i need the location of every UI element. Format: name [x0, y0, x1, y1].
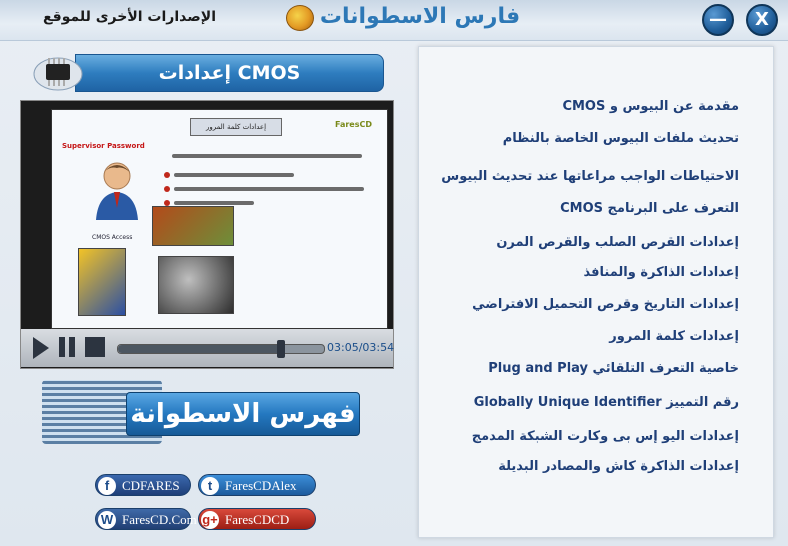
facebook-label: CDFARES [122, 478, 180, 493]
player-controls [21, 329, 393, 367]
topic-item[interactable]: إعدادات الذاكرة كاش والمصادر البديلة [498, 459, 739, 474]
googleplus-button[interactable] [198, 508, 316, 530]
bullet-icon [164, 186, 170, 192]
video-player[interactable] [20, 100, 394, 369]
topic-item[interactable]: خاصية التعرف التلقائي Plug and Play [488, 361, 739, 376]
googleplus-label: FaresCDCD [225, 512, 290, 527]
facebook-icon: f [98, 477, 116, 495]
wordpress-icon: W [98, 511, 116, 529]
seek-handle[interactable] [277, 340, 285, 358]
disc-index-label: فهرس الاسطوانة [126, 392, 360, 436]
title-bar [0, 0, 788, 41]
topic-item[interactable]: إعدادات القرص الصلب والقرص المرن [496, 235, 739, 250]
video-frame[interactable] [51, 109, 388, 329]
video-brand: FaresCD [334, 120, 372, 129]
video-text-line [174, 187, 364, 191]
person-caption: CMOS Access [92, 234, 133, 241]
section-title: إعدادات CMOS [75, 54, 384, 92]
twitter-icon: t [201, 477, 219, 495]
motherboard-image [152, 206, 234, 246]
other-releases-link[interactable]: الإصدارات الأخرى للموقع [42, 9, 216, 25]
app-title: فارس الاسطوانات [319, 4, 521, 29]
minimize-button[interactable]: — [702, 4, 734, 36]
topic-item[interactable]: إعدادات اليو إس بى وكارت الشبكة المدمج [471, 429, 739, 444]
close-button[interactable]: X [746, 4, 778, 36]
play-button[interactable] [33, 337, 49, 359]
video-text-line [174, 173, 294, 177]
video-subtitle: Supervisor Password [62, 142, 145, 150]
cd-cover-image [78, 248, 126, 316]
video-slide-title: إعدادات كلمة المرور [190, 118, 282, 136]
website-button[interactable] [95, 508, 197, 530]
video-slide-header [60, 118, 380, 138]
website-label: FaresCD.Com [122, 512, 197, 527]
topic-list [418, 46, 774, 538]
pause-button[interactable] [59, 337, 77, 357]
hardware-photo [158, 256, 234, 314]
person-icon [92, 160, 142, 230]
topic-item[interactable]: مقدمة عن البيوس و CMOS [562, 99, 739, 114]
video-text-line [172, 154, 362, 158]
topic-item[interactable]: إعدادات الذاكرة والمنافذ [583, 265, 739, 280]
time-display: 03:05/03:54 [327, 341, 395, 354]
topic-item[interactable]: تحديث ملفات البيوس الخاصة بالنظام [502, 131, 739, 146]
twitter-button[interactable] [198, 474, 316, 496]
topic-item[interactable]: رقم التمييز Globally Unique Identifier [473, 395, 739, 410]
twitter-label: FaresCDAlex [225, 478, 297, 493]
topic-item[interactable]: إعدادات التاريخ وقرص التحميل الافتراضي [472, 297, 739, 312]
topic-item[interactable]: الاحتياطات الواجب مراعاتها عند تحديث البيوس [441, 169, 739, 184]
bullet-icon [164, 172, 170, 178]
topic-item[interactable]: التعرف على البرنامج CMOS [560, 201, 739, 216]
seek-bar[interactable] [117, 344, 325, 354]
video-text-line [174, 201, 254, 205]
googleplus-icon: g+ [202, 512, 218, 527]
stop-button[interactable] [85, 337, 105, 357]
facebook-button[interactable] [95, 474, 191, 496]
seek-progress [118, 345, 281, 353]
chip-icon [32, 52, 84, 92]
topic-item[interactable]: إعدادات كلمة المرور [609, 329, 739, 344]
disc-index-button[interactable] [42, 380, 362, 444]
